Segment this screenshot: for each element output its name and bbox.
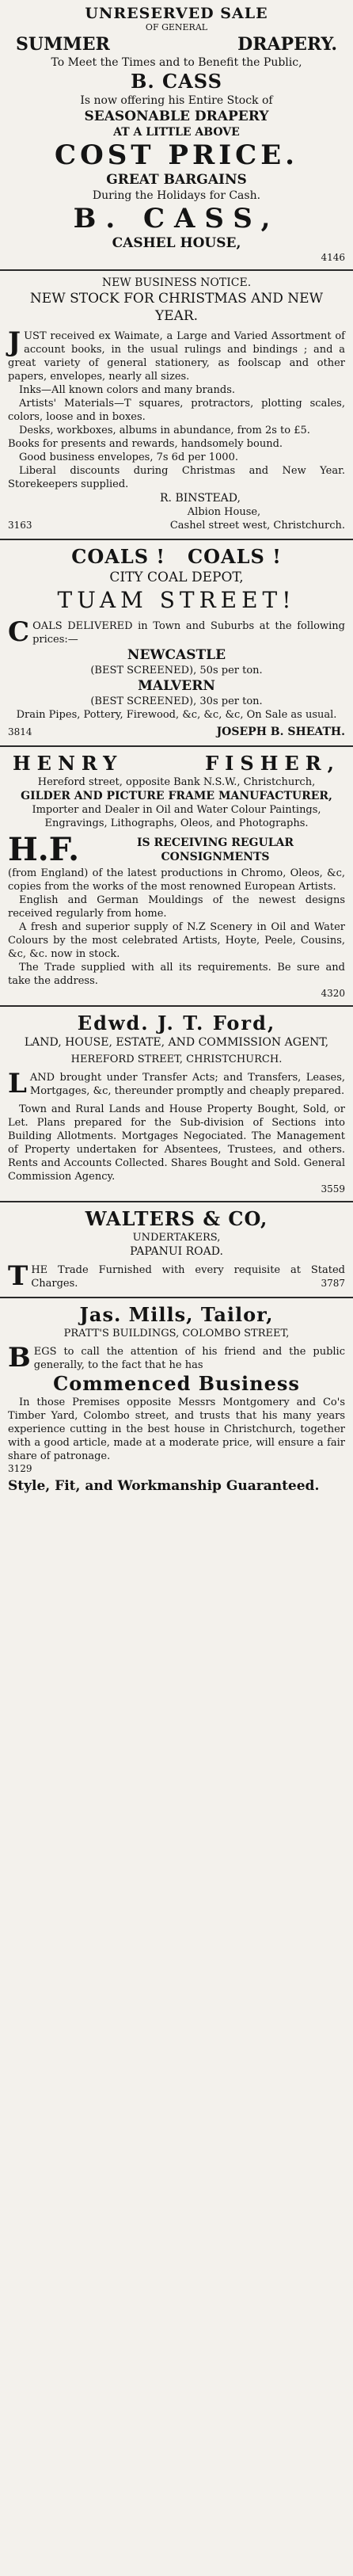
binstead-p1: UST received ex Waimate, a Large and Varied Assortment of account books, in the usual rulings and bindings ; and a great variety of general stationery, as foolscap and other papers, envelopes, nearly all sizes. — [8, 330, 345, 383]
ford-name: Edwd. J. T. Ford, — [77, 1012, 276, 1035]
coals-signature: JOSEPH B. SHEATH. — [216, 726, 345, 738]
mills-tagline: Style, Fit, and Workmanship Guaranteed. — [8, 1478, 320, 1494]
coals-ad-number: 3814 — [8, 726, 32, 737]
fisher-engravings: Engravings, Lithographs, Oleos, and Photographs. — [44, 817, 309, 829]
cass-advertisement — [0, 0, 353, 271]
binstead-headline: NEW STOCK FOR CHRISTMAS AND NEW YEAR. — [29, 291, 324, 324]
binstead-p2: Inks—All known colors and many brands. — [19, 384, 235, 396]
cass-cost-price: COST PRICE. — [55, 139, 298, 171]
binstead-p3: Artists' Materials—T squares, protractors, plotting scales, colors, loose and in boxes. — [8, 398, 345, 423]
binstead-p6: Good business envelopes, 7s 6d per 1000. — [19, 452, 238, 463]
coals-malvern: MALVERN — [138, 678, 215, 694]
fisher-importer: Importer and Dealer in Oil and Water Colour Paintings, — [32, 804, 321, 816]
binstead-advertisement — [0, 271, 353, 540]
cass-name: B. CASS — [131, 70, 222, 93]
mills-p1: EGS to call the attention of his friend and the public generally, to the fact that he has — [33, 1346, 345, 1371]
fisher-advertisement — [0, 747, 353, 1007]
mills-dropcap: B — [8, 1342, 31, 1374]
coals-advertisement — [0, 540, 353, 747]
coals-malvern-price: (BEST SCREENED), 30s per ton. — [90, 695, 263, 707]
binstead-p4: Desks, workboxes, albums in abundance, from 2s to £5. — [19, 425, 310, 436]
walters-undertakers: UNDERTAKERS, — [132, 1232, 221, 1244]
mills-advertisement — [0, 1298, 353, 1501]
fisher-name-fisher: FISHER, — [205, 752, 340, 775]
ford-agent: LAND, HOUSE, ESTATE, AND COMMISSION AGENT, — [24, 1036, 329, 1049]
walters-name: WALTERS & CO, — [85, 1207, 268, 1230]
coals-drain: Drain Pipes, Pottery, Firewood, &c, &c, &c, On Sale as usual. — [16, 709, 337, 721]
cass-title: UNRESERVED SALE — [85, 5, 268, 22]
fisher-mouldings: English and German Mouldings of the newest designs received regularly from home. — [8, 894, 345, 920]
mills-commenced: Commenced Business — [53, 1372, 300, 1395]
cass-ad-number: 4146 — [321, 252, 345, 263]
coals-newcastle: NEWCASTLE — [127, 647, 226, 663]
cass-name-large: B. CASS, — [73, 203, 280, 234]
ford-advertisement — [0, 1007, 353, 1202]
coals-title: COALS ! COALS ! — [71, 545, 282, 568]
walters-dropcap: T — [8, 1260, 28, 1292]
cass-great-bargains: GREAT BARGAINS — [106, 172, 247, 188]
binstead-signature: R. BINSTEAD, — [160, 492, 241, 505]
coals-intro: OALS DELIVERED in Town and Suburbs at the following prices:— — [32, 620, 345, 646]
binstead-footer — [8, 519, 345, 532]
fisher-hf-monogram: H.F. — [8, 831, 80, 868]
cass-offering: Is now offering his Entire Stock of — [80, 94, 273, 107]
fisher-hf-row — [8, 833, 345, 867]
walters-ad-number: 3787 — [321, 1278, 345, 1289]
walters-text: HE Trade Furnished with every requisite at Stated Charges. — [31, 1264, 345, 1290]
coals-footer — [8, 725, 345, 739]
mills-buildings: PRATT'S BUILDINGS, COLOMBO STREET, — [63, 1328, 290, 1339]
binstead-albion: Albion House, — [187, 506, 261, 518]
binstead-dropcap: J — [8, 326, 21, 358]
walters-road: PAPANUI ROAD. — [130, 1245, 223, 1258]
fisher-name — [8, 752, 345, 775]
cass-seasonable: SEASONABLE DRAPERY — [84, 109, 269, 124]
binstead-p5: Books for presents and rewards, handsomely bound. — [8, 438, 283, 450]
ford-p2: Town and Rural Lands and House Property Bought, Sold, or Let. Plans prepared for the Sub-division of Sections into Building Allotments. Mortgages Negociated. The Management of Property undertaken for Absentees, Trustees, and others. Rents and Accounts Collected. Shares Bought and Sold. General Commission Agency. — [8, 1103, 345, 1183]
cass-during: During the Holidays for Cash. — [92, 189, 261, 202]
ford-ad-number: 3559 — [321, 1183, 345, 1195]
cass-of-general: OF GENERAL — [145, 22, 208, 32]
ford-street: HEREFORD STREET, CHRISTCHURCH. — [70, 1054, 283, 1065]
binstead-p7: Liberal discounts during Christmas and New Year. Storekeepers supplied. — [8, 465, 345, 490]
fisher-ad-number: 4320 — [321, 988, 345, 999]
fisher-address: Hereford street, opposite Bank N.S.W., Christchurch, — [37, 776, 316, 788]
fisher-receiving: IS RECEIVING REGULAR CONSIGNMENTS — [136, 836, 294, 863]
coals-tuam-street: TUAM STREET! — [57, 587, 296, 613]
cass-to-meet: To Meet the Times and to Benefit the Public, — [51, 56, 302, 69]
binstead-notice: NEW BUSINESS NOTICE. — [101, 276, 252, 289]
binstead-address: Cashel street west, Christchurch. — [169, 520, 345, 532]
cass-drapery: DRAPERY. — [237, 34, 337, 55]
walters-advertisement — [0, 1202, 353, 1298]
fisher-gilder: GILDER AND PICTURE FRAME MANUFACTURER, — [21, 790, 332, 802]
binstead-ad-number: 3163 — [8, 520, 32, 531]
mills-name: Jas. Mills, Tailor, — [79, 1303, 274, 1326]
cass-summer-drapery — [8, 33, 345, 55]
cass-cashel-house: CASHEL HOUSE, — [112, 235, 241, 251]
fisher-scenery: A fresh and superior supply of N.Z Scenery in Oil and Water Colours by the most celebrated Artists, Hoyte, Peele, Cousins, &c, &c. now in stock. — [8, 921, 345, 960]
mills-p2: In those Premises opposite Messrs Montgomery and Co's Timber Yard, Colombo street, and trusts that his many years experience cutting in the best house in Christchurch, together with a good article, made at a moderate price, will ensure a fair share of patronage. — [8, 1397, 345, 1462]
coals-dropcap: C — [8, 616, 30, 648]
ford-dropcap: L — [8, 1068, 27, 1099]
cass-at-little: AT A LITTLE ABOVE — [113, 126, 240, 139]
coals-newcastle-price: (BEST SCREENED), 50s per ton. — [90, 665, 263, 676]
fisher-trade: The Trade supplied with all its requirements. Be sure and take the address. — [8, 962, 345, 987]
ford-p1: AND brought under Transfer Acts; and Transfers, Leases, Mortgages, &c, thereunder promptly and cheaply prepared. — [29, 1072, 345, 1097]
coals-depot: CITY COAL DEPOT, — [109, 570, 244, 585]
fisher-name-henry: HENRY — [13, 752, 123, 775]
fisher-from: (from England) of the latest productions in Chromo, Oleos, &c, copies from the works of the most renowned European Artists. — [8, 867, 345, 893]
mills-ad-number: 3129 — [8, 1463, 32, 1474]
cass-summer: SUMMER — [16, 34, 110, 55]
